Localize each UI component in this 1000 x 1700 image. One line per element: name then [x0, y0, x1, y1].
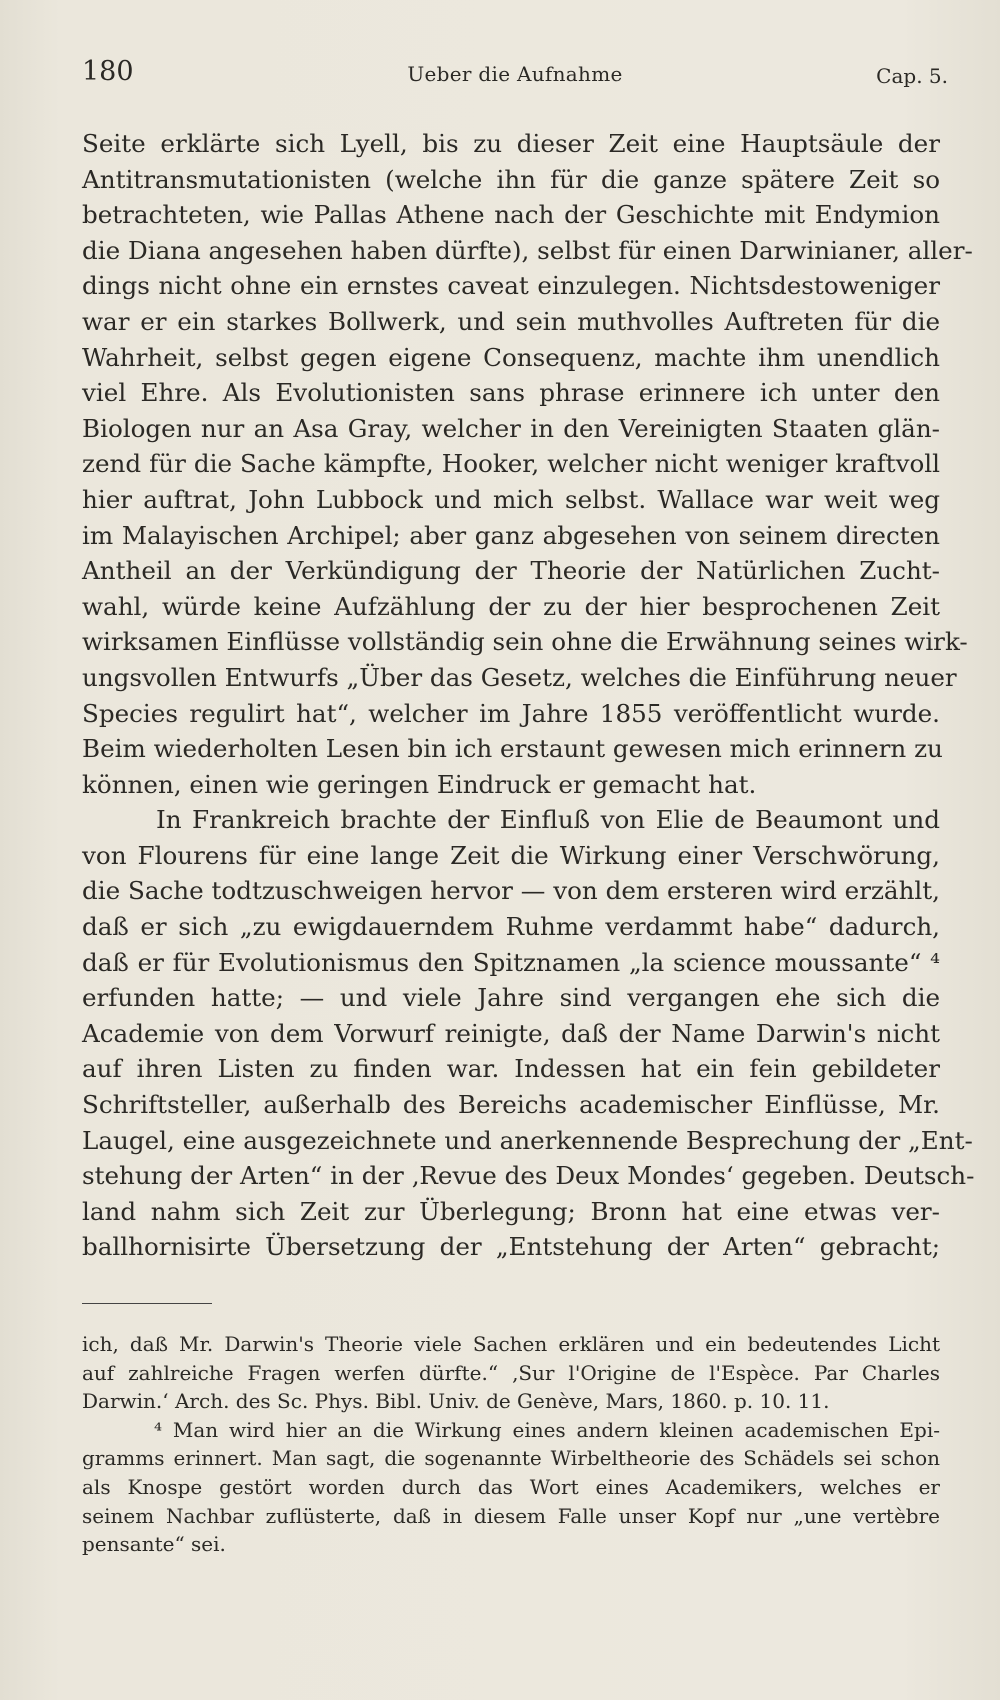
page-header	[82, 56, 948, 96]
body-line: land nahm sich Zeit zur Überlegung; Bronn hat eine etwas ver-	[82, 1196, 940, 1226]
body-line-paragraph-start: In Frankreich brachte der Einfluß von Elie de Beaumont und	[156, 805, 940, 835]
footnote-line: als Knospe gestört worden durch das Wort eines Academikers, welches er	[82, 1474, 940, 1499]
body-line: Schriftsteller, außerhalb des Bereichs academischer Einflüsse, Mr.	[82, 1090, 940, 1120]
body-line: Beim wiederholten Lesen bin ich erstaunt gewesen mich erinnern zu	[82, 734, 943, 764]
body-line: Laugel, eine ausgezeichnete und anerkennende Besprechung der „Ent-	[82, 1125, 973, 1155]
body-line: zend für die Sache kämpfte, Hooker, welcher nicht weniger kraftvoll	[82, 449, 940, 479]
body-line: stehung der Arten“ in der ‚Revue des Deux Mondes‘ gegeben. Deutsch-	[82, 1161, 975, 1191]
body-line: Species regulirt hat“, welcher im Jahre 1855 veröffentlicht wurde.	[82, 698, 940, 728]
footnote-line: Darwin.‘ Arch. des Sc. Phys. Bibl. Univ. de Genève, Mars, 1860. p. 10. 11.	[82, 1389, 830, 1414]
footnote-line: auf zahlreiche Fragen werfen dürfte.“ ‚Sur l'Origine de l'Espèce. Par Charles	[82, 1360, 940, 1385]
body-line: ballhornisirte Übersetzung der „Entstehung der Arten“ gebracht;	[82, 1232, 940, 1262]
body-line-paragraph-end: können, einen wie geringen Eindruck er gemacht hat.	[82, 769, 757, 799]
body-line: wahl, würde keine Aufzählung der zu der hier besprochenen Zeit	[82, 591, 940, 621]
footnote-line: pensante“ sei.	[82, 1532, 226, 1557]
body-line: Seite erklärte sich Lyell, bis zu dieser Zeit eine Hauptsäule der	[82, 129, 940, 158]
body-line: die Sache todtzuschweigen hervor — von dem ersteren wird erzählt,	[82, 876, 940, 906]
body-line: Academie von dem Vorwurf reinigte, daß der Name Darwin's nicht	[82, 1018, 940, 1048]
body-line: Biologen nur an Asa Gray, welcher in den Vereinigten Staaten glän-	[82, 413, 940, 443]
body-line: wirksamen Einflüsse vollständig sein ohne die Erwähnung seines wirk-	[82, 627, 968, 657]
body-line: erfunden hatte; — und viele Jahre sind vergangen ehe sich die	[82, 983, 940, 1013]
footnote-rule	[82, 1303, 212, 1304]
running-title: Ueber die Aufnahme	[407, 62, 623, 86]
footnote-line: seinem Nachbar zuflüsterte, daß in diesem Falle unser Kopf nur „une vertèbre	[82, 1503, 940, 1528]
body-line: auf ihren Listen zu finden war. Indessen hat ein fein gebildeter	[82, 1054, 940, 1084]
body-line: ungsvollen Entwurfs „Über das Gesetz, welches die Einführung neuer	[82, 662, 957, 692]
body-line: Antitransmutationisten (welche ihn für die ganze spätere Zeit so	[82, 164, 940, 194]
body-line: im Malayischen Archipel; aber ganz abgesehen von seinem directen	[82, 520, 940, 550]
body-line: daß er sich „zu ewigdauerndem Ruhme verdammt habe“ dadurch,	[82, 912, 940, 942]
body-line: dings nicht ohne ein ernstes caveat einzulegen. Nichtsdestoweniger	[82, 271, 940, 301]
body-line: Antheil an der Verkündigung der Theorie der Natürlichen Zucht-	[82, 556, 940, 586]
body-line: die Diana angesehen haben dürfte), selbst für einen Darwinianer, aller-	[82, 235, 973, 265]
footnote-4-start: ⁴ Man wird hier an die Wirkung eines andern kleinen academischen Epi-	[154, 1417, 940, 1442]
body-line: daß er für Evolutionismus den Spitznamen „la science moussante“ ⁴	[82, 947, 940, 977]
page-number: 180	[82, 56, 134, 87]
body-line: viel Ehre. Als Evolutionisten sans phrase erinnere ich unter den	[82, 378, 940, 408]
body-line: betrachteten, wie Pallas Athene nach der Geschichte mit Endymion	[82, 200, 940, 230]
body-line: Wahrheit, selbst gegen eigene Consequenz, machte ihm unendlich	[82, 342, 940, 372]
footnote-line: ich, daß Mr. Darwin's Theorie viele Sachen erklären und ein bedeutendes Licht	[82, 1332, 940, 1356]
footnote-line: gramms erinnert. Man sagt, die sogenannte Wirbeltheorie des Schädels sei schon	[82, 1446, 940, 1471]
body-line: von Flourens für eine lange Zeit die Wirkung einer Verschwörung,	[82, 840, 940, 870]
footnotes	[82, 1330, 940, 1559]
body-line: hier auftrat, John Lubbock und mich selbst. Wallace war weit weg	[82, 484, 940, 514]
body-text	[82, 126, 975, 1265]
body-line: war er ein starkes Bollwerk, und sein muthvolles Auftreten für die	[82, 306, 940, 336]
chapter-label: Cap. 5.	[876, 64, 948, 88]
